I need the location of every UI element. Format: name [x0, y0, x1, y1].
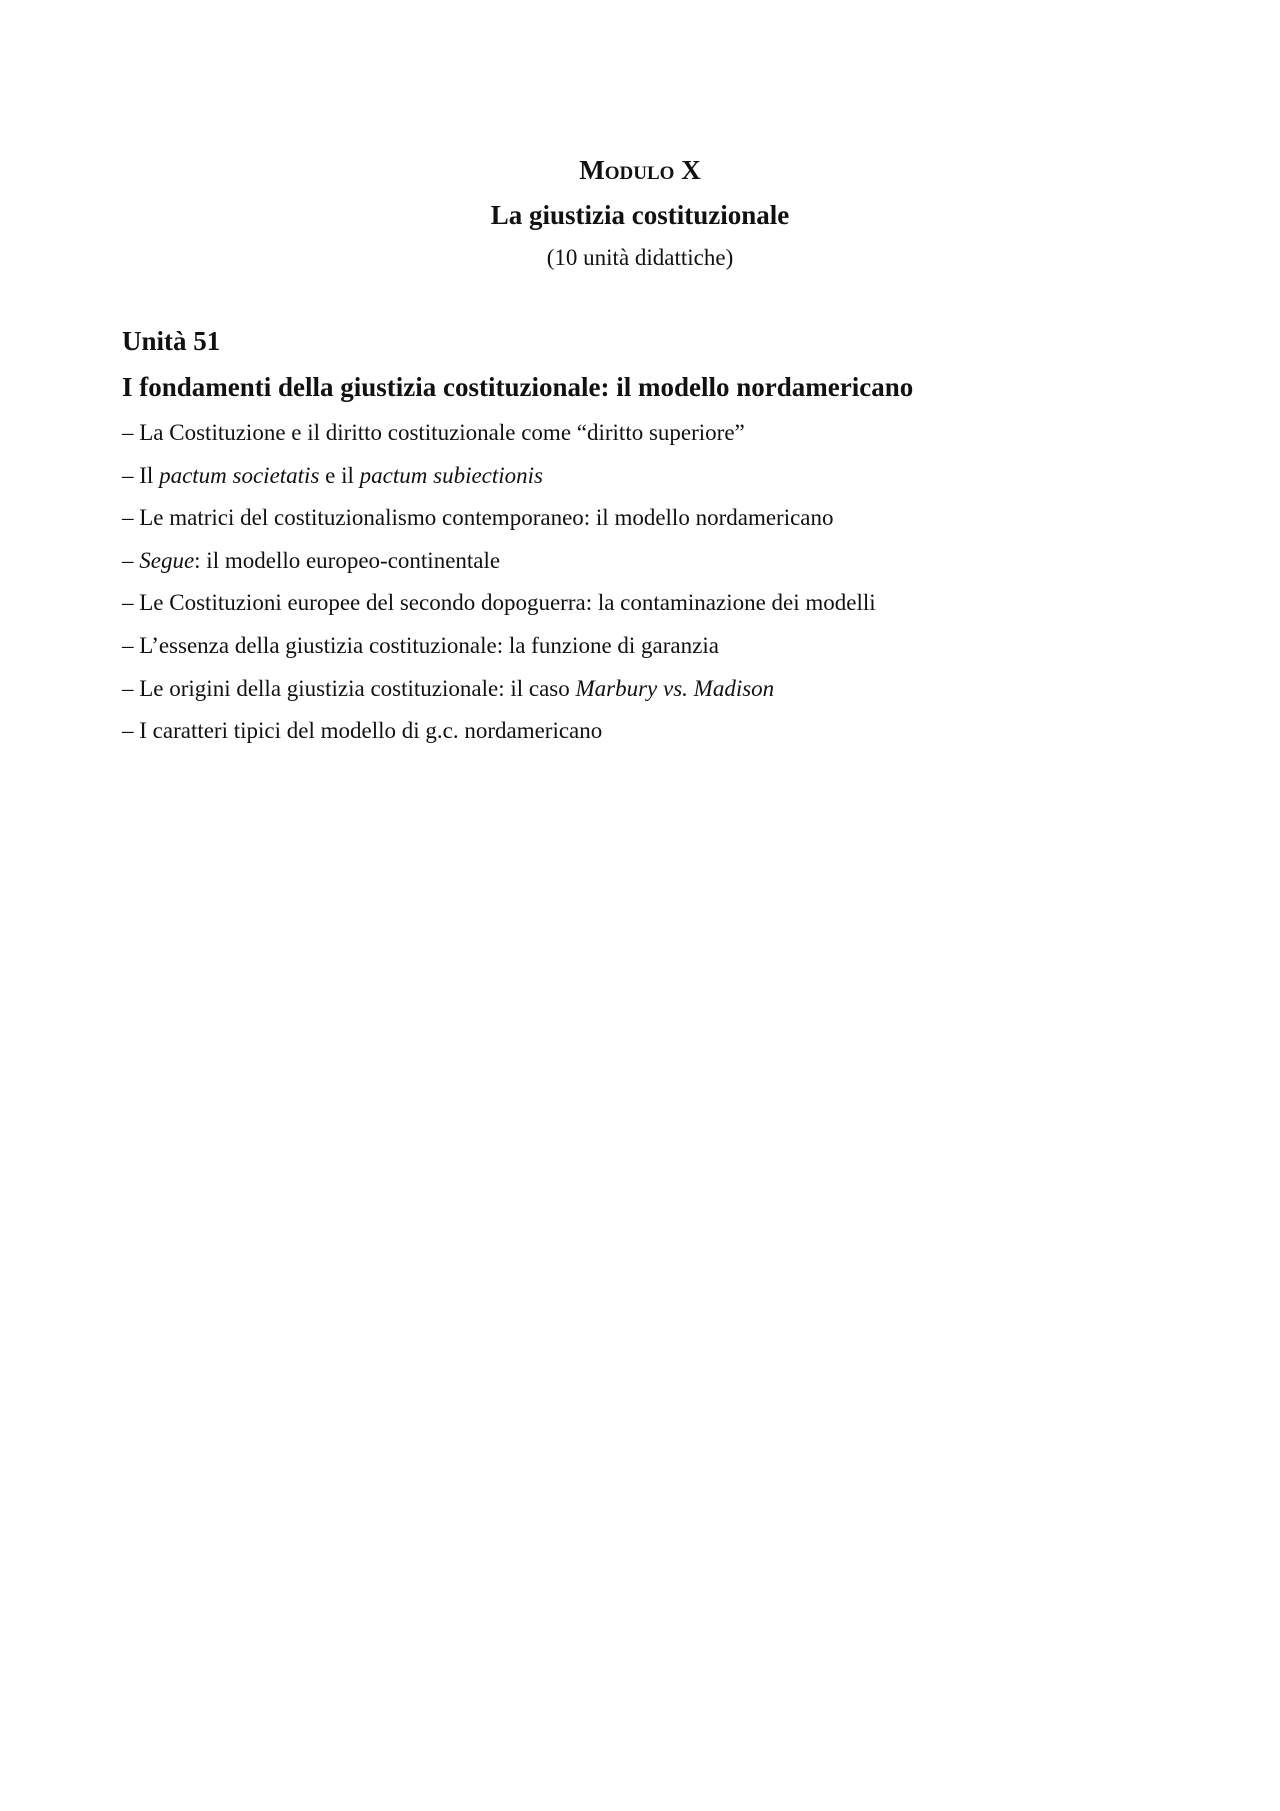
topic-text: – Le Costituzioni europee del secondo dopoguerra: la contaminazione dei modelli [122, 590, 876, 616]
topic-item [122, 710, 1172, 753]
topic-italic-term: Segue [139, 547, 195, 573]
topic-text: – L’essenza della giustizia costituzionale: la funzione di garanzia [122, 632, 719, 658]
topic-item [122, 412, 1172, 455]
unit-title: I fondamenti della giustizia costituzionale: il modello nordamericano [122, 372, 914, 402]
topic-item [122, 668, 1172, 711]
topic-item [122, 540, 1172, 583]
topic-item [122, 582, 1172, 625]
topic-text: – Le matrici del costituzionalismo contemporaneo: il modello nordamericano [122, 505, 834, 531]
topic-text: e il [319, 462, 360, 488]
topic-item [122, 497, 1172, 540]
module-subtitle: La giustizia costituzionale [490, 200, 790, 230]
unit-section [122, 318, 1172, 753]
topic-text: – [122, 547, 140, 573]
topic-text: – La Costituzione e il diritto costituzionale come “diritto superiore” [122, 420, 745, 445]
topic-text: – Il [122, 462, 160, 488]
topic-italic-term: pactum societatis [159, 462, 320, 488]
topic-text: – Le origini della giustizia costituzionale: il caso [122, 675, 576, 701]
topic-item [122, 625, 1172, 668]
module-title: Modulo X [579, 155, 701, 185]
module-note: (10 unità didattiche) [546, 245, 734, 270]
module-header [0, 150, 1280, 276]
topic-text: : il modello europeo-continentale [194, 547, 501, 573]
topic-item [122, 455, 1172, 498]
topic-list [122, 412, 1172, 753]
topic-italic-term: Marbury vs. Madison [575, 675, 775, 701]
unit-number: Unità 51 [122, 326, 221, 356]
topic-italic-term: pactum subiectionis [359, 462, 543, 488]
topic-text: – I caratteri tipici del modello di g.c. nordamericano [122, 718, 603, 744]
